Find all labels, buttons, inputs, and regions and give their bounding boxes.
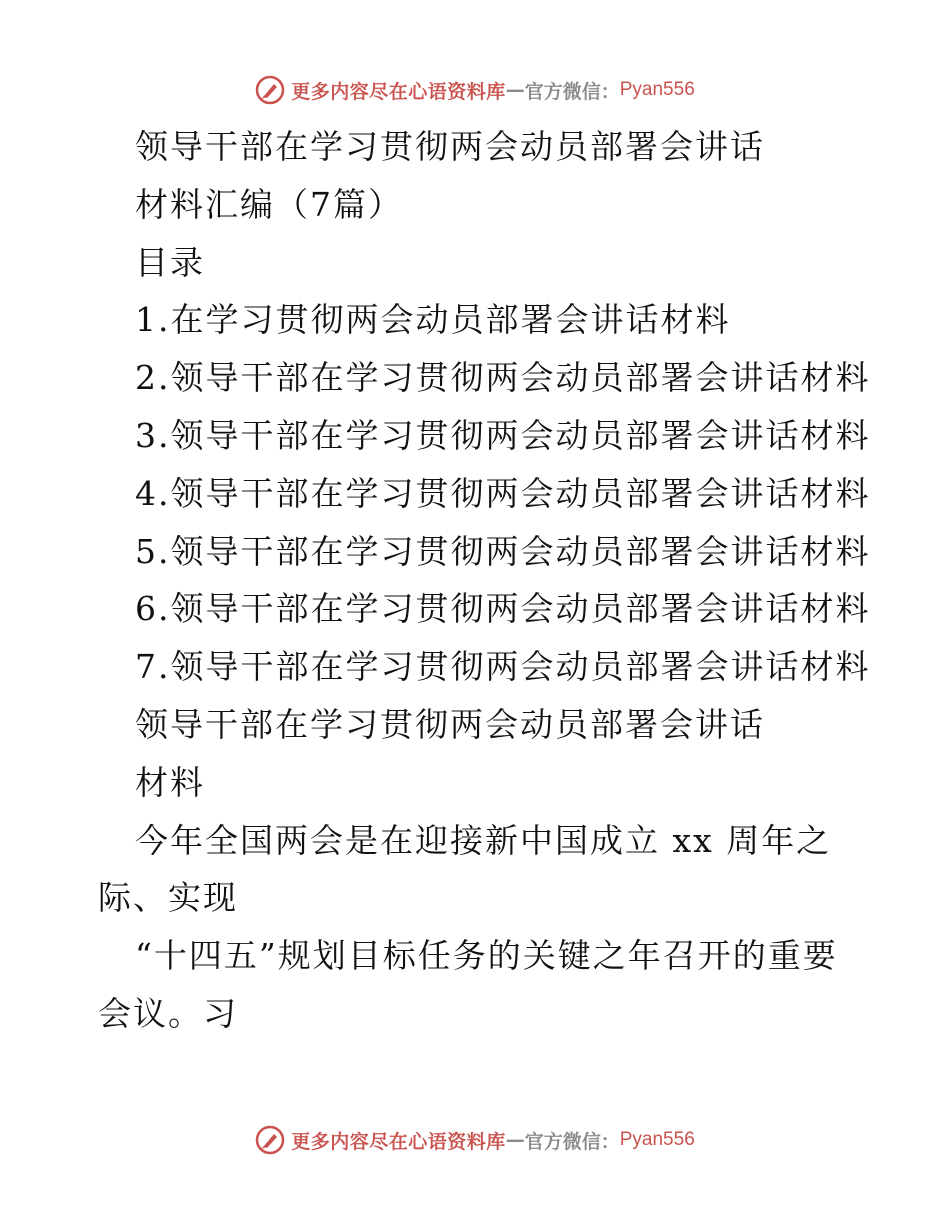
paragraph-2-line-2: 会议。习 <box>98 993 238 1033</box>
table-of-contents <box>98 291 871 696</box>
document-body <box>98 118 871 1043</box>
paragraph-1-line-2: 际、实现 <box>98 878 238 918</box>
header-watermark-banner <box>0 70 950 110</box>
pen-nib-icon <box>255 75 285 105</box>
banner-wechat-id: Pyan556 <box>619 1129 695 1150</box>
toc-item: 2.领导干部在学习贯彻两会动员部署会讲话材料 <box>135 358 871 398</box>
banner-wechat-label: 官方微信： <box>524 80 620 103</box>
toc-heading: 目录 <box>135 242 205 282</box>
toc-item: 5.领导干部在学习贯彻两会动员部署会讲话材料 <box>135 531 871 571</box>
banner-separator: — <box>505 79 525 101</box>
pen-nib-icon <box>255 1125 285 1155</box>
footer-watermark-banner <box>0 1120 950 1160</box>
toc-item: 1.在学习贯彻两会动员部署会讲话材料 <box>135 300 731 340</box>
paragraph-1-line-1: 今年全国两会是在迎接新中国成立 xx 周年之 <box>135 820 832 860</box>
banner-text: 更多内容尽在心语资料库 <box>291 1130 506 1153</box>
section-title-line-1: 领导干部在学习贯彻两会动员部署会讲话 <box>135 704 765 744</box>
toc-item: 6.领导干部在学习贯彻两会动员部署会讲话材料 <box>135 589 871 629</box>
doc-title-line-1: 领导干部在学习贯彻两会动员部署会讲话 <box>135 127 765 166</box>
toc-item: 4.领导干部在学习贯彻两会动员部署会讲话材料 <box>135 473 871 513</box>
doc-title-line-2: 材料汇编（7篇） <box>135 184 403 224</box>
banner-wechat-label: 官方微信： <box>524 1130 620 1153</box>
toc-item: 3.领导干部在学习贯彻两会动员部署会讲话材料 <box>135 415 871 455</box>
banner-text: 更多内容尽在心语资料库 <box>291 80 506 103</box>
section-title-line-2: 材料 <box>135 762 205 802</box>
paragraph-2-line-1: “十四五”规划目标任务的关键之年召开的重要 <box>135 936 838 976</box>
banner-wechat-id: Pyan556 <box>619 79 695 100</box>
banner-separator: — <box>505 1129 525 1151</box>
toc-item: 7.领导干部在学习贯彻两会动员部署会讲话材料 <box>135 647 871 687</box>
